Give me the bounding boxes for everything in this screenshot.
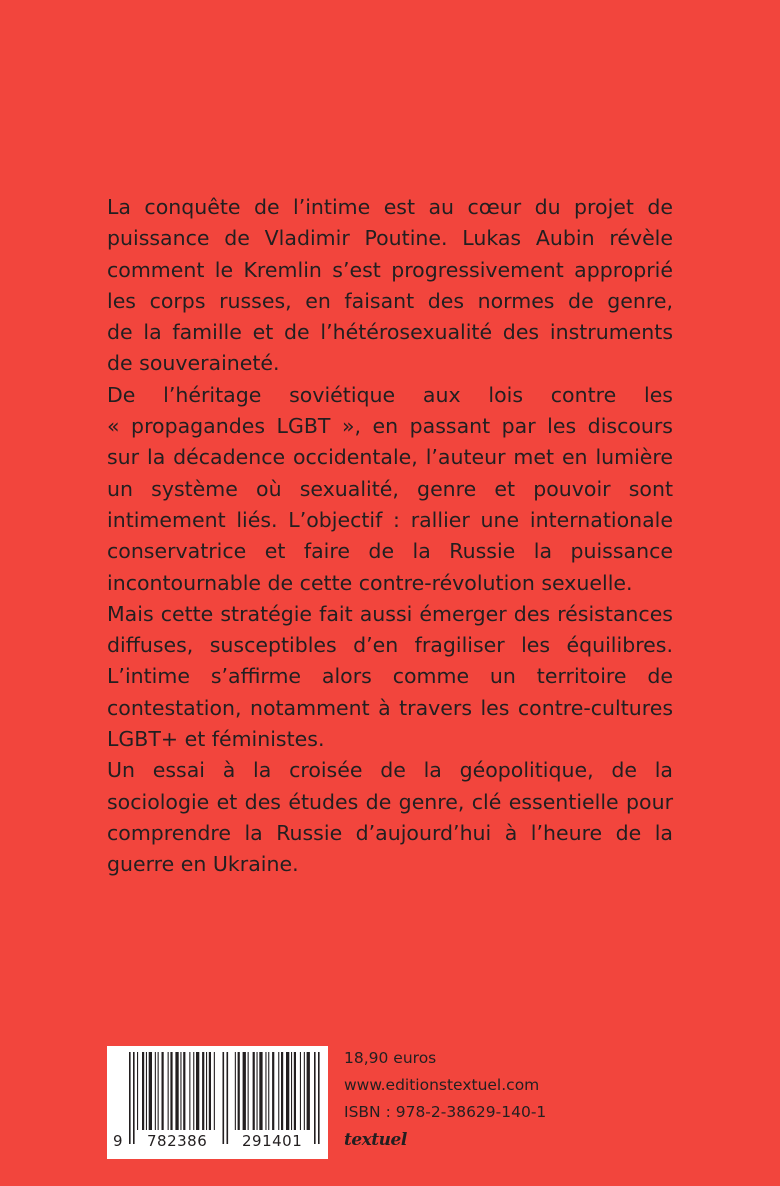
text-line: intimement liés. L’objectif : rallier une internationale [107, 507, 673, 532]
text-line: un système où sexualité, genre et pouvoir sont [107, 476, 673, 501]
barcode-bar [257, 1052, 258, 1130]
text-line: puissance de Vladimir Poutine. Lukas Aubin révèle [107, 226, 673, 251]
publisher-logo: textuel [344, 1130, 407, 1150]
barcode-bar [168, 1052, 169, 1130]
barcode-bar [129, 1052, 131, 1144]
paragraph-2 [107, 380, 673, 599]
barcode-digits-right: 291401 [242, 1132, 303, 1150]
publisher-website: www.editionstextuel.com [344, 1076, 540, 1094]
back-cover-blurb [107, 192, 673, 881]
paragraph-3 [107, 599, 673, 755]
barcode-bar [137, 1052, 138, 1130]
text-line: L’intime s’affirme alors comme un territoire de [107, 664, 673, 689]
barcode-bar [189, 1052, 190, 1130]
paragraph-4 [107, 755, 673, 880]
text-line: de souveraineté. [107, 351, 280, 376]
barcode-bar [253, 1052, 255, 1130]
text-line: comprendre la Russie d’aujourd’hui à l’heure de la [107, 820, 673, 845]
barcode-bar [265, 1052, 266, 1130]
barcode-bar [206, 1052, 207, 1130]
barcode-bar [307, 1052, 310, 1130]
barcode-bar [300, 1052, 301, 1130]
isbn-barcode [107, 1046, 328, 1159]
barcode-bar [235, 1052, 236, 1130]
barcode-bar [272, 1052, 274, 1130]
barcode-bar [149, 1052, 152, 1130]
text-line: les corps russes, en faisant des normes de genre, [107, 288, 673, 313]
barcode-bar [291, 1052, 292, 1130]
barcode-bar [155, 1052, 156, 1130]
barcode-bar [278, 1052, 279, 1130]
text-line: incontournable de cette contre-révolution sexuelle. [107, 570, 633, 595]
text-line: Un essai à la croisée de la géopolitique, de la [107, 758, 673, 783]
barcode-lead-digit: 9 [113, 1132, 124, 1150]
barcode-bar [227, 1052, 229, 1144]
barcode-bar [196, 1052, 199, 1130]
barcode-bar [318, 1052, 320, 1144]
text-line: Mais cette stratégie fait aussi émerger des résistances [107, 601, 673, 626]
barcode-bar [304, 1052, 305, 1130]
barcode-bar [294, 1052, 296, 1130]
barcode-bar [314, 1052, 316, 1144]
barcode-bar [248, 1052, 249, 1130]
barcode-bar [180, 1052, 181, 1130]
text-line: comment le Kremlin s’est progressivement approprié [107, 257, 673, 282]
barcode-bar [286, 1052, 289, 1130]
barcode-bar [202, 1052, 204, 1130]
barcode-digits-left: 782386 [147, 1132, 208, 1150]
barcode-bar [243, 1052, 246, 1130]
text-line: « propagandes LGBT », en passant par les discours [107, 414, 673, 439]
barcode-bar [133, 1052, 135, 1144]
barcode-bar [209, 1052, 211, 1130]
publication-info [344, 1045, 546, 1154]
text-line: de la famille et de l’hétérosexualité des instruments [107, 320, 673, 345]
text-line: diffuses, susceptibles d’en fragiliser les équilibres. [107, 633, 673, 658]
barcode-bar [175, 1052, 178, 1130]
barcode-bar [193, 1052, 194, 1130]
barcode-bar [223, 1052, 225, 1144]
price: 18,90 euros [344, 1049, 437, 1067]
text-line: conservatrice et faire de la Russie la puissance [107, 539, 673, 564]
isbn: ISBN : 978-2-38629-140-1 [344, 1103, 547, 1121]
barcode-bar [268, 1052, 269, 1130]
barcode-bar [214, 1052, 215, 1130]
barcode-bar [183, 1052, 185, 1130]
text-line: De l’héritage soviétique aux lois contre les [107, 382, 673, 407]
barcode-bar [259, 1052, 262, 1130]
text-line: sur la décadence occidentale, l’auteur met en lumière [107, 445, 673, 470]
barcode-bar [142, 1052, 144, 1130]
barcode-bar [162, 1052, 164, 1130]
text-line: sociologie et des études de genre, clé essentielle pour [107, 789, 673, 814]
text-line: guerre en Ukraine. [107, 852, 299, 877]
text-line: contestation, notamment à travers les contre-cultures [107, 695, 673, 720]
barcode-bar [281, 1052, 283, 1130]
barcode-bar [146, 1052, 147, 1130]
text-line: LGBT+ et féministes. [107, 727, 325, 752]
text-line: La conquête de l’intime est au cœur du projet de [107, 195, 673, 219]
barcode-bar [238, 1052, 240, 1130]
barcode-bar [158, 1052, 159, 1130]
paragraph-1 [107, 192, 673, 380]
barcode-bar [170, 1052, 172, 1130]
